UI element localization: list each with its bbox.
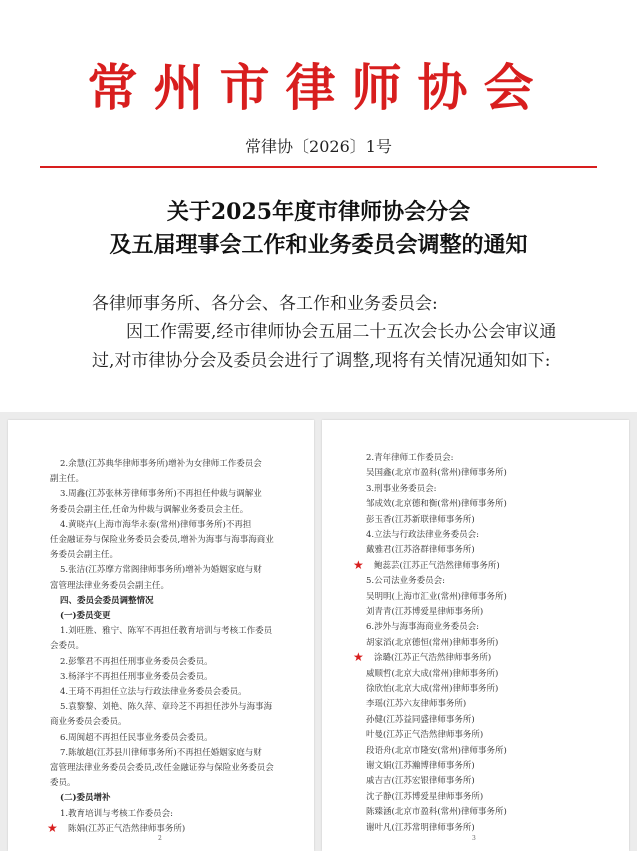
document-title	[0, 196, 637, 262]
text-line: 1.教育培训与考核工作委员会:	[60, 808, 173, 819]
text-line: (一)委员变更	[60, 611, 111, 621]
text-line: 威顺哲(北京大成(常州)律师事务所)	[366, 668, 499, 679]
page-number: 2	[158, 835, 162, 842]
title-line-2: 及五届理事会工作和业务委员会调整的通知	[109, 232, 528, 258]
text-line: 1.刘旺胜、雅宁、陈军不再担任教育培训与考核工作委员	[60, 626, 273, 637]
text-line: 李瑶(江苏六友律师事务所)	[366, 699, 467, 710]
text-line: 副主任。	[50, 474, 85, 485]
text-line: 4.王琦不再担任立法与行政法律业务委员会委员。	[60, 687, 247, 697]
text-line: 2.青年律师工作委员会:	[366, 453, 454, 463]
text-line: 陈娟(江苏正气浩然律师事务所)	[68, 823, 186, 834]
text-line: 邹成效(北京德和衡(常州)律师事务所)	[366, 499, 507, 510]
page-number: 3	[472, 835, 476, 842]
text-line: 3.杨泽宇不再担任刑事业务委员会委员。	[60, 671, 213, 682]
text-line: 6.周闽超不再担任民事业务委员会委员。	[60, 732, 213, 743]
text-line: 3.刑事业务委员会:	[366, 483, 437, 494]
text-line: 吴明明(上海市汇业(常州)律师事务所)	[366, 591, 507, 602]
text-line: 陈臻涵(北京市盈科(常州)律师事务所)	[366, 807, 507, 818]
red-star-icon: ★	[353, 557, 364, 572]
text-line: 富管理法律业务委员会委员,改任金融证券与保险业务委员会	[50, 763, 274, 773]
org-header: 常州市律师协会	[87, 58, 550, 117]
text-line: 5.公司法业务委员会:	[366, 576, 445, 587]
text-line: 刘青青(江苏博爱星律师事务所)	[366, 607, 484, 617]
salutation: 各律师事务所、各分会、各工作和业务委员会:	[92, 294, 438, 314]
text-line: 7.陈敏超(江苏县川律师事务所)不再担任婚姻家庭与财	[60, 747, 262, 758]
text-line: 2.彭擎君不再担任刑事业务委员会委员。	[60, 656, 213, 667]
document-page-3	[322, 420, 629, 851]
text-line: 吴国鑫(北京市盈科(常州)律师事务所)	[366, 468, 507, 479]
document-page-1	[0, 0, 637, 412]
text-line: 任金融证券与保险业务委员会委员,增补为海事与海事海商业	[50, 535, 274, 545]
text-line: 会委员。	[50, 641, 85, 652]
red-star-icon: ★	[353, 650, 364, 665]
text-line: 5.张洁(江苏摩方常阁律师事务所)增补为婚姻家庭与财	[60, 565, 262, 576]
text-line: 富管理法律业务委员会副主任。	[50, 580, 170, 591]
text-line: 段语舟(北京市隆安(常州)律师事务所)	[366, 745, 507, 756]
text-line: (二)委员增补	[60, 793, 111, 804]
text-line: 鲍蕊芸(江苏正气浩然律师事务所)	[374, 560, 500, 571]
text-line: 胡家滔(北京德恒(常州)律师事务所)	[366, 637, 499, 648]
text-line: 务委员会副主任。	[50, 550, 119, 561]
text-line: 2.余慧(江苏典华律师事务所)增补为女律师工作委员会	[60, 459, 262, 469]
text-line: 四、委员会委员调整情况	[60, 595, 154, 606]
text-line: 务委员会副主任,任命为仲裁与调解业务委员会主任。	[50, 504, 249, 515]
text-line: 4.黄晓卉(上海市海华永泰(常州)律师事务所)不再担	[60, 519, 252, 530]
text-line: 谢文娟(江苏瀚博律师事务所)	[366, 761, 475, 771]
text-line: 孙健(江苏益同盛律师事务所)	[366, 714, 475, 725]
document-number: 常律协〔2026〕1号	[245, 137, 392, 156]
red-divider	[40, 166, 597, 168]
text-line: 沈子静(江苏博爱星律师事务所)	[366, 791, 484, 802]
text-line: 徐欣怡(北京大成(常州)律师事务所)	[366, 684, 499, 694]
text-line: 3.周鑫(江苏张林芳律师事务所)不再担任仲裁与调解业	[60, 489, 262, 500]
text-line: 叶曼(江苏正气浩然律师事务所)	[366, 730, 484, 741]
body-paragraph: 因工作需要,经市律师协会五届二十五次会长办公会审议通过,对市律协分会及委员会进行了调整,现将有关情况通知如下:	[92, 322, 557, 371]
text-line: 5.袁黎黎、刘艳、陈久萍、章玲芝不再担任涉外与海事海	[60, 702, 273, 713]
text-line: 戴雅君(江苏洛群律师事务所)	[366, 545, 475, 556]
document-page-2	[8, 420, 314, 851]
text-line: 委员。	[50, 778, 76, 789]
red-star-icon: ★	[47, 820, 58, 835]
text-line: 涂璐(江苏正气浩然律师事务所)	[374, 653, 492, 664]
text-line: 戚吉吉(江苏宏银律师事务所)	[366, 776, 475, 787]
title-line-1: 关于2025年度市律师协会分会	[166, 199, 471, 225]
text-line: 彭玉香(江苏新联律师事务所)	[366, 514, 475, 525]
text-line: 4.立法与行政法律业务委员会:	[366, 530, 479, 540]
text-line: 商业务委员会委员。	[50, 717, 127, 728]
text-line: 6.涉外与海事海商业务委员会:	[366, 622, 479, 633]
text-line: 谢叶凡(江苏常明律师事务所)	[366, 822, 475, 833]
